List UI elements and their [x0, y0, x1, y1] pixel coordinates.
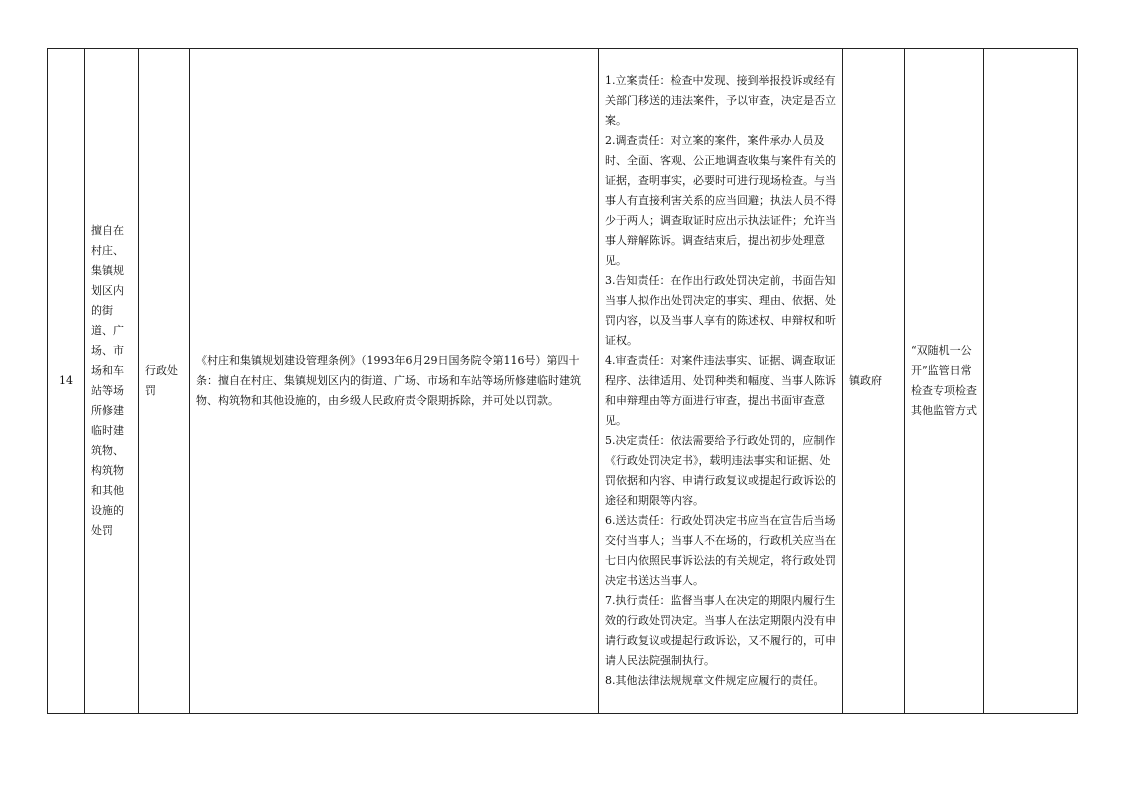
implementing-body: 镇政府	[849, 374, 882, 387]
row-number-cell	[48, 49, 85, 714]
supervision-cell	[905, 49, 984, 714]
responsibility-item: 8.其他法律法规规章文件规定应履行的责任。	[605, 674, 825, 687]
responsibility-item: 7.执行责任：监督当事人在决定的期限内履行生效的行政处罚决定。当事人在法定期限内没有申请行政复议或提起行政诉讼，又不履行的，可申请人民法院强制执行。	[605, 594, 836, 667]
category: 行政处罚	[145, 364, 178, 397]
responsibility-item: 3.告知责任：在作出行政处罚决定前，书面告知当事人拟作出处罚决定的事实、理由、依据、处罚内容，以及当事人享有的陈述权、申辩权和听证权。	[605, 274, 836, 347]
item-name-cell	[85, 49, 139, 714]
responsibilities-cell	[599, 49, 843, 714]
power-list-table	[47, 48, 1078, 714]
item-name: 擅自在村庄、集镇规划区内的街道、广场、市场和车站等场所修建临时建筑物、构筑物和其他设施的处罚	[91, 224, 124, 537]
responsibility-item: 2.调查责任：对立案的案件，案件承办人员及时、全面、客观、公正地调查收集与案件有关的证据，查明事实，必要时可进行现场检查。与当事人有直接利害关系的应当回避；执法人员不得少于两人；调查取证时应出示执法证件；允许当事人辩解陈诉。调查结束后，提出初步处理意见。	[605, 134, 836, 267]
remarks-cell	[984, 49, 1078, 714]
category-cell	[139, 49, 190, 714]
row-number: 14	[59, 374, 73, 387]
legal-basis-cell	[190, 49, 599, 714]
responsibility-item: 6.送达责任：行政处罚决定书应当在宣告后当场交付当事人；当事人不在场的，行政机关应当在七日内依照民事诉讼法的有关规定，将行政处罚决定书送达当事人。	[605, 514, 836, 587]
supervision-methods: “双随机一公开”监管日常检查专项检查其他监管方式	[911, 344, 977, 417]
responsibility-item: 1.立案责任：检查中发现、接到举报投诉或经有关部门移送的违法案件，予以审查，决定是否立案。	[605, 74, 836, 127]
implementing-body-cell	[843, 49, 905, 714]
table-row	[48, 49, 1078, 714]
responsibility-item: 4.审查责任：对案件违法事实、证据、调查取证程序、法律适用、处罚种类和幅度、当事人陈诉和申辩理由等方面进行审查，提出书面审查意见。	[605, 354, 836, 427]
legal-basis: 《村庄和集镇规划建设管理条例》（1993年6月29日国务院令第116号）第四十条：擅自在村庄、集镇规划区内的街道、广场、市场和车站等场所修建临时建筑物、构筑物和其他设施的，由乡级人民政府责令限期拆除，并可处以罚款。	[196, 354, 581, 407]
responsibility-item: 5.决定责任：依法需要给予行政处罚的，应制作《行政处罚决定书》，载明违法事实和证据、处罚依据和内容、申请行政复议或提起行政诉讼的途径和期限等内容。	[605, 434, 836, 507]
